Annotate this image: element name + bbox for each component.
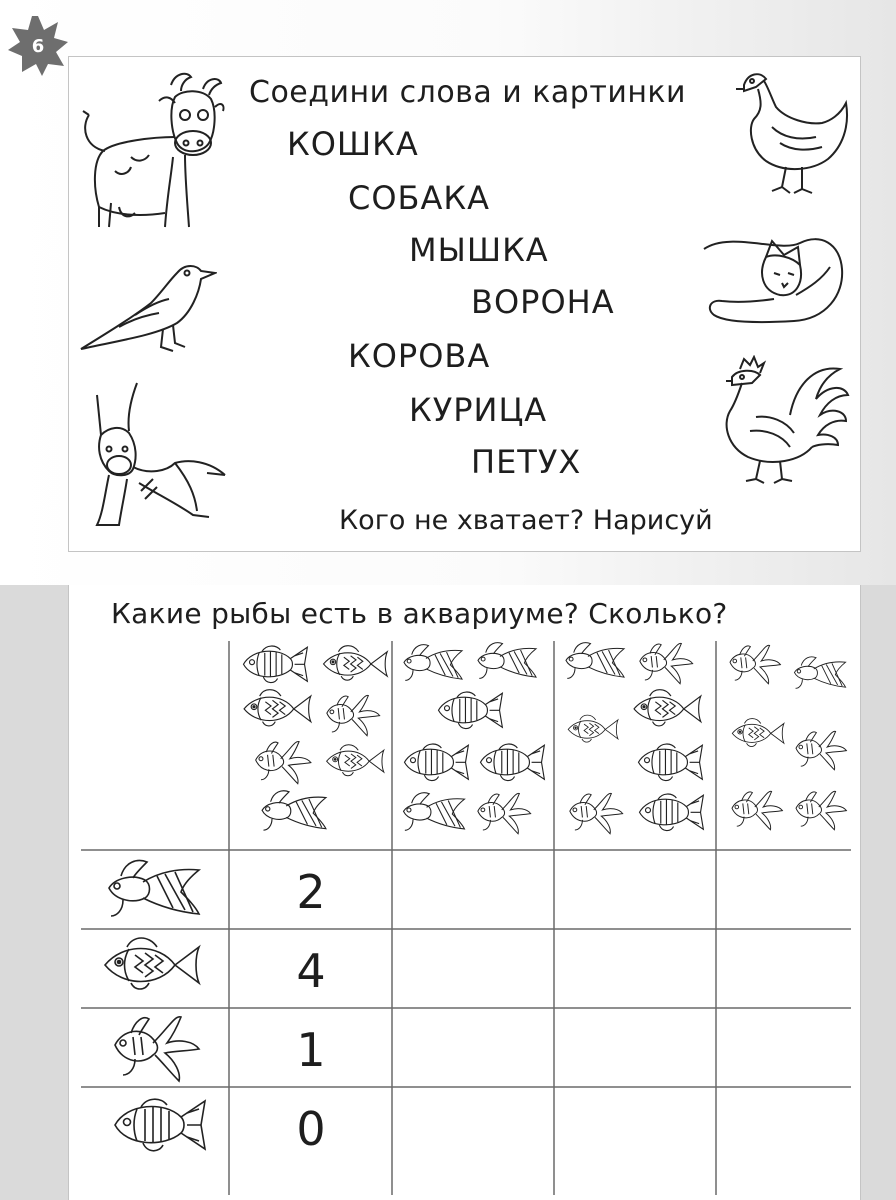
aquarium-fish [319, 645, 389, 687]
dog-icon [79, 375, 229, 545]
aquarium-fish [727, 789, 785, 831]
aquarium-fish [791, 729, 849, 771]
aquarium-fish [429, 689, 509, 733]
aquarium-fish [319, 693, 385, 737]
aquarium-fish [397, 643, 469, 683]
aquarium-fish [559, 641, 631, 681]
aquarium-fish [237, 689, 315, 733]
match-question: Кого не хватает? Нарисуй [339, 505, 713, 536]
goldfish-icon [109, 1013, 201, 1083]
aquarium-fish [473, 791, 533, 835]
aquarium-fish [791, 789, 849, 831]
aquarium-fish [323, 743, 385, 783]
word-crow: ВОРОНА [471, 283, 615, 321]
hen-icon [732, 67, 852, 197]
aquarium-fish [565, 791, 625, 835]
aquarium-fish [565, 703, 619, 759]
aquarium-fish [631, 791, 709, 835]
word-hen: КУРИЦА [409, 391, 548, 429]
aquarium-fish [235, 643, 313, 687]
aquarium-fish [635, 641, 695, 685]
count-cell-row2: 4 [296, 944, 326, 998]
aquarium-fish [397, 741, 473, 785]
fantail-fish-icon [103, 858, 205, 920]
aquarium-fish [631, 741, 707, 785]
word-dog: СОБАКА [348, 179, 490, 217]
aquarium-fish [255, 789, 333, 833]
word-cat: КОШКА [287, 125, 419, 163]
veil-fish-icon [107, 1095, 209, 1157]
aquarium-fish [729, 707, 785, 763]
aquarium-fish [249, 739, 315, 785]
word-cow: КОРОВА [348, 337, 491, 375]
aquarium-fish [725, 643, 783, 685]
aquarium-title: Какие рыбы есть в аквариуме? Сколько? [111, 597, 728, 630]
aquarium-fish [471, 641, 543, 681]
aquarium-fish [791, 647, 849, 699]
aquarium-fish [473, 741, 549, 785]
aquarium-fish [627, 689, 705, 733]
count-cell-row1: 2 [296, 865, 326, 919]
round-fish-icon [99, 937, 201, 999]
word-mouse: МЫШКА [409, 231, 549, 269]
aquarium-fish [399, 791, 469, 833]
page-number-badge [6, 14, 70, 78]
cow-icon [75, 67, 225, 237]
match-words-panel [68, 56, 861, 552]
count-cell-row4: 0 [296, 1102, 326, 1156]
crow-icon [77, 253, 217, 363]
count-cell-row3: 1 [296, 1023, 326, 1077]
match-title: Соедини слова и картинки [249, 75, 687, 110]
word-rooster: ПЕТУХ [471, 443, 582, 481]
cat-icon [700, 223, 850, 333]
rooster-icon [720, 355, 850, 485]
aquarium-panel [68, 585, 861, 1200]
page-number: 6 [31, 35, 45, 57]
